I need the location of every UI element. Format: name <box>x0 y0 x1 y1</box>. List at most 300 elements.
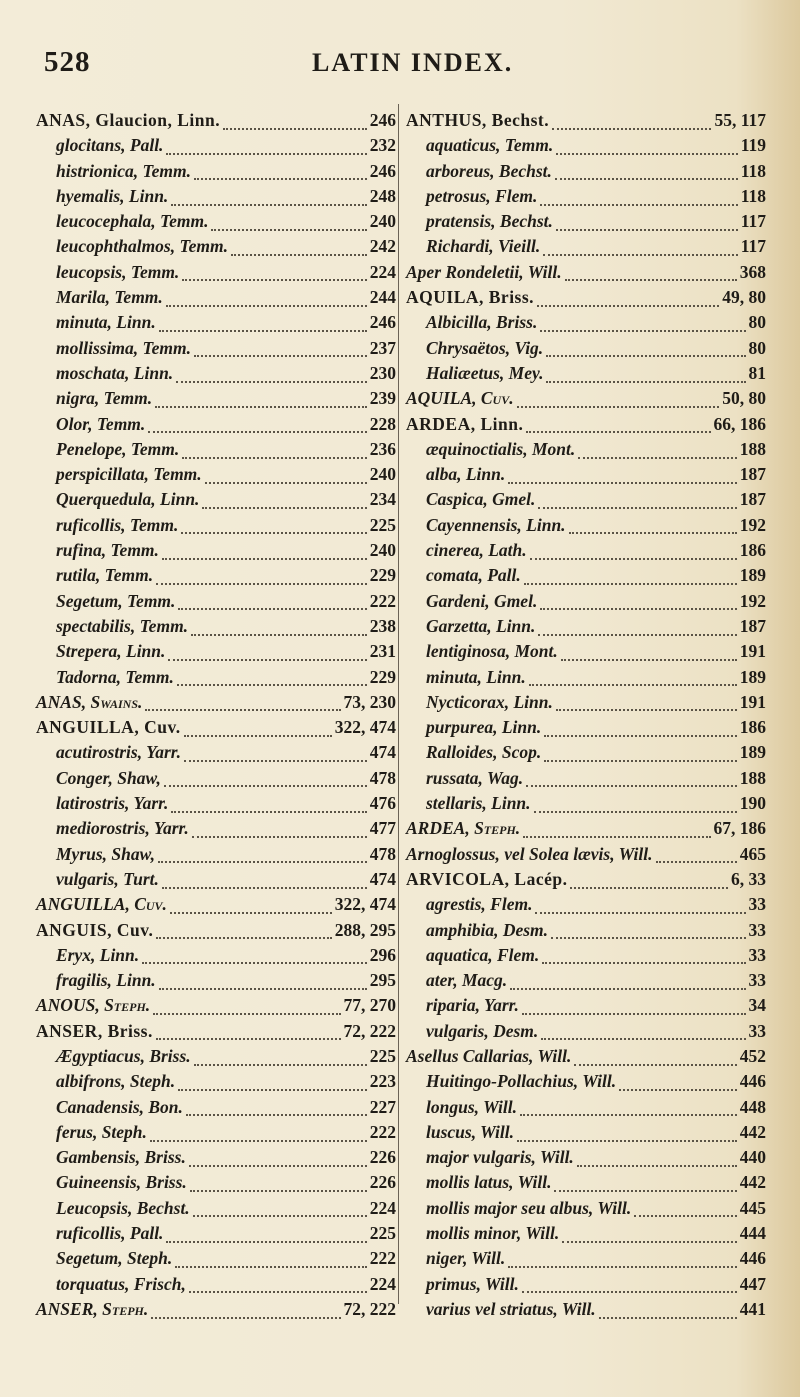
entry-name: alba, Linn. <box>426 464 506 485</box>
index-entry <box>36 1297 396 1322</box>
entry-pages: 444 <box>739 1223 766 1244</box>
entry-name: rutila, Temm. <box>56 565 154 586</box>
dot-leader <box>562 1233 737 1243</box>
entry-name: arboreus, Bechst. <box>426 160 552 181</box>
entry-pages: 67, 186 <box>713 818 766 839</box>
index-entry <box>406 1246 766 1271</box>
entry-pages: 186 <box>739 717 766 738</box>
dot-leader <box>159 980 367 990</box>
entry-pages: 186 <box>739 540 766 561</box>
index-entry <box>36 993 396 1018</box>
entry-name: Conger, Shaw, <box>56 767 161 788</box>
entry-pages: 189 <box>739 742 766 763</box>
dot-leader <box>145 701 340 711</box>
entry-pages: 248 <box>369 185 396 206</box>
entry-pages: 188 <box>739 438 766 459</box>
dot-leader <box>166 297 367 307</box>
entry-name: Aper Rondeletii, Will. <box>406 261 562 282</box>
entry-pages: 288, 295 <box>334 919 396 940</box>
index-entry <box>36 462 396 487</box>
dot-leader <box>546 347 745 357</box>
index-entry <box>36 715 396 740</box>
entry-pages: 225 <box>369 514 396 535</box>
index-entry <box>36 513 396 538</box>
index-entry <box>36 968 396 993</box>
index-entry <box>36 361 396 386</box>
index-entry <box>406 1272 766 1297</box>
entry-name: Segetum, Steph. <box>56 1248 173 1269</box>
index-entry <box>36 487 396 512</box>
entry-pages: 230 <box>369 362 396 383</box>
entry-pages: 446 <box>739 1248 766 1269</box>
entry-name: vulgaris, Turt. <box>56 868 159 889</box>
entry-pages: 117 <box>740 236 766 257</box>
entry-name: riparia, Yarr. <box>426 995 519 1016</box>
index-entry <box>406 766 766 791</box>
dot-leader <box>181 524 366 534</box>
index-entry <box>406 234 766 259</box>
index-entry <box>406 184 766 209</box>
entry-pages: 226 <box>369 1172 396 1193</box>
index-entry <box>406 1019 766 1044</box>
entry-name: Leucopsis, Bechst. <box>56 1197 190 1218</box>
entry-pages: 246 <box>369 110 396 130</box>
entry-name: vulgaris, Desm. <box>426 1020 539 1041</box>
dot-leader <box>538 499 736 509</box>
dot-leader <box>524 575 737 585</box>
entry-name: ANSER, Briss. <box>36 1020 153 1041</box>
entry-pages: 66, 186 <box>713 413 766 434</box>
entry-name: major vulgaris, Will. <box>426 1147 574 1168</box>
index-entry <box>406 538 766 563</box>
entry-pages: 33 <box>748 944 766 965</box>
entry-pages: 222 <box>369 590 396 611</box>
dot-leader <box>164 777 367 787</box>
index-entry <box>36 1069 396 1094</box>
index-entry <box>406 665 766 690</box>
index-entry <box>36 1120 396 1145</box>
index-entry <box>36 260 396 285</box>
entry-pages: 225 <box>369 1045 396 1066</box>
dot-leader <box>619 1081 737 1091</box>
entry-name: mollis latus, Will. <box>426 1172 552 1193</box>
entry-name: mollis minor, Will. <box>426 1223 560 1244</box>
dot-leader <box>223 120 367 130</box>
index-entry <box>406 639 766 664</box>
entry-name: ARDEA, Steph. <box>406 818 521 839</box>
dot-leader <box>150 1132 367 1142</box>
entry-name: Richardi, Vieill. <box>426 236 541 257</box>
entry-pages: 191 <box>739 691 766 712</box>
entry-pages: 190 <box>739 793 766 814</box>
dot-leader <box>156 1030 341 1040</box>
entry-name: Tadorna, Temm. <box>56 666 174 687</box>
entry-pages: 322, 474 <box>334 717 396 738</box>
entry-name: Penelope, Temm. <box>56 438 180 459</box>
entry-name: purpurea, Linn. <box>426 717 542 738</box>
page-number: 528 <box>44 46 91 78</box>
entry-name: glocitans, Pall. <box>56 135 164 156</box>
index-entry <box>36 589 396 614</box>
entry-pages: 476 <box>369 793 396 814</box>
entry-pages: 474 <box>369 742 396 763</box>
entry-pages: 442 <box>739 1172 766 1193</box>
index-entry <box>36 386 396 411</box>
dot-leader <box>162 550 367 560</box>
entry-name: Olor, Temm. <box>56 413 146 434</box>
dot-leader <box>543 246 737 256</box>
index-entry <box>406 816 766 841</box>
entry-pages: 236 <box>369 438 396 459</box>
entry-pages: 33 <box>748 970 766 991</box>
entry-pages: 72, 222 <box>343 1020 396 1041</box>
entry-pages: 119 <box>740 135 766 156</box>
dot-leader <box>556 221 738 231</box>
entry-name: Nycticorax, Linn. <box>426 691 553 712</box>
entry-pages: 231 <box>369 641 396 662</box>
index-entry <box>406 310 766 335</box>
entry-pages: 189 <box>739 565 766 586</box>
index-entry <box>36 791 396 816</box>
dot-leader <box>634 1207 737 1217</box>
index-entry <box>36 234 396 259</box>
entry-name: histrionica, Temm. <box>56 160 192 181</box>
dot-leader <box>171 803 366 813</box>
index-entry <box>36 943 396 968</box>
dot-leader <box>552 120 711 130</box>
index-entry <box>36 766 396 791</box>
entry-name: Myrus, Shaw, <box>56 843 156 864</box>
entry-name: ARVICOLA, Lacép. <box>406 868 568 889</box>
dot-leader <box>190 1182 367 1192</box>
index-entry <box>406 159 766 184</box>
dot-leader <box>570 879 728 889</box>
entry-pages: 226 <box>369 1147 396 1168</box>
dot-leader <box>178 600 366 610</box>
dot-leader <box>192 828 367 838</box>
index-entry <box>36 209 396 234</box>
entry-name: ANSER, Steph. <box>36 1298 149 1319</box>
dot-leader <box>205 474 367 484</box>
index-entry <box>406 993 766 1018</box>
entry-pages: 448 <box>739 1096 766 1117</box>
dot-leader <box>182 271 366 281</box>
entry-name: aquatica, Flem. <box>426 944 540 965</box>
entry-name: Arnoglossus, vel Solea lævis, Will. <box>406 843 653 864</box>
dot-leader <box>510 980 745 990</box>
entry-name: stellaris, Linn. <box>426 793 531 814</box>
entry-name: rufina, Temm. <box>56 540 159 561</box>
index-entry <box>406 1145 766 1170</box>
entry-name: ferus, Steph. <box>56 1121 147 1142</box>
index-entry <box>36 665 396 690</box>
dot-leader <box>177 676 367 686</box>
dot-leader <box>556 701 737 711</box>
entry-pages: 225 <box>369 1223 396 1244</box>
dot-leader <box>153 1005 340 1015</box>
entry-name: ANOUS, Steph. <box>36 995 151 1016</box>
entry-name: leucocephala, Temm. <box>56 211 209 232</box>
entry-pages: 187 <box>739 489 766 510</box>
entry-pages: 222 <box>369 1121 396 1142</box>
index-entry <box>406 412 766 437</box>
entry-pages: 33 <box>748 894 766 915</box>
index-entry <box>36 108 396 133</box>
index-entry <box>36 639 396 664</box>
dot-leader <box>556 145 737 155</box>
index-entry <box>406 715 766 740</box>
index-entry <box>406 791 766 816</box>
dot-leader <box>186 1106 367 1116</box>
entry-name: lentiginosa, Mont. <box>426 641 558 662</box>
dot-leader <box>508 1258 736 1268</box>
dot-leader <box>156 575 367 585</box>
entry-name: Caspica, Gmel. <box>426 489 536 510</box>
entry-name: ANGUIS, Cuv. <box>36 919 154 940</box>
entry-pages: 187 <box>739 464 766 485</box>
entry-pages: 229 <box>369 666 396 687</box>
dot-leader <box>554 1182 736 1192</box>
entry-name: primus, Will. <box>426 1273 519 1294</box>
entry-name: ANAS, Glaucion, Linn. <box>36 110 221 130</box>
dot-leader <box>599 1309 737 1319</box>
entry-pages: 478 <box>369 843 396 864</box>
entry-pages: 237 <box>369 337 396 358</box>
index-entry <box>36 563 396 588</box>
entry-name: Strepera, Linn. <box>56 641 166 662</box>
entry-pages: 118 <box>740 185 766 206</box>
index-entry <box>406 285 766 310</box>
dot-leader <box>155 398 367 408</box>
dot-leader <box>656 853 737 863</box>
index-entry <box>406 842 766 867</box>
entry-pages: 77, 270 <box>343 995 396 1016</box>
dot-leader <box>530 550 737 560</box>
entry-pages: 229 <box>369 565 396 586</box>
dot-leader <box>184 727 332 737</box>
dot-leader <box>526 423 710 433</box>
entry-name: mollissima, Temm. <box>56 337 191 358</box>
entry-pages: 465 <box>739 843 766 864</box>
entry-pages: 477 <box>369 818 396 839</box>
entry-name: agrestis, Flem. <box>426 894 533 915</box>
dot-leader <box>574 1056 736 1066</box>
dot-leader <box>166 1233 366 1243</box>
entry-pages: 73, 230 <box>343 691 396 712</box>
entry-name: luscus, Will. <box>426 1121 515 1142</box>
entry-pages: 446 <box>739 1071 766 1092</box>
dot-leader <box>168 651 366 661</box>
dot-leader <box>202 499 366 509</box>
entry-name: ater, Macg. <box>426 970 508 991</box>
index-entry <box>406 513 766 538</box>
dot-leader <box>158 853 367 863</box>
entry-name: Marila, Temm. <box>56 287 163 308</box>
dot-leader <box>537 297 719 307</box>
entry-pages: 228 <box>369 413 396 434</box>
entry-pages: 232 <box>369 135 396 156</box>
index-entry <box>406 968 766 993</box>
entry-pages: 447 <box>739 1273 766 1294</box>
dot-leader <box>194 170 367 180</box>
entry-name: ruficollis, Pall. <box>56 1223 164 1244</box>
dot-leader <box>170 904 332 914</box>
dot-leader <box>142 954 367 964</box>
index-entry <box>406 133 766 158</box>
dot-leader <box>544 727 737 737</box>
entry-name: ARDEA, Linn. <box>406 413 524 434</box>
dot-leader <box>542 954 745 964</box>
index-entry <box>36 1196 396 1221</box>
index-entry <box>406 614 766 639</box>
entry-pages: 80 <box>748 312 766 333</box>
dot-leader <box>555 170 738 180</box>
index-entry <box>36 184 396 209</box>
dot-leader <box>526 777 737 787</box>
index-entry <box>406 892 766 917</box>
index-entry <box>406 1120 766 1145</box>
entry-name: niger, Will. <box>426 1248 506 1269</box>
entry-pages: 192 <box>739 514 766 535</box>
entry-name: ruficollis, Temm. <box>56 514 179 535</box>
index-entry <box>36 867 396 892</box>
entry-pages: 242 <box>369 236 396 257</box>
entry-pages: 49, 80 <box>722 287 766 308</box>
right-column <box>406 108 766 1322</box>
index-entry <box>36 1095 396 1120</box>
running-title: LATIN INDEX. <box>312 48 514 77</box>
dot-leader <box>544 752 737 762</box>
dot-leader <box>231 246 367 256</box>
entry-pages: 189 <box>739 666 766 687</box>
entry-name: Garzetta, Linn. <box>426 615 536 636</box>
entry-name: amphibia, Desm. <box>426 919 549 940</box>
dot-leader <box>578 449 736 459</box>
entry-pages: 246 <box>369 312 396 333</box>
entry-name: Cayennensis, Linn. <box>426 514 566 535</box>
index-entry <box>406 563 766 588</box>
entry-pages: 33 <box>748 919 766 940</box>
dot-leader <box>535 904 745 914</box>
index-entry <box>406 1095 766 1120</box>
entry-name: Segetum, Temm. <box>56 590 176 611</box>
index-entry <box>406 1044 766 1069</box>
index-entry <box>406 1221 766 1246</box>
entry-pages: 187 <box>739 615 766 636</box>
dot-leader <box>159 322 367 332</box>
dot-leader <box>541 1030 745 1040</box>
entry-pages: 452 <box>739 1045 766 1066</box>
dot-leader <box>517 1132 737 1142</box>
dot-leader <box>551 929 745 939</box>
entry-name: torquatus, Frisch, <box>56 1273 186 1294</box>
entry-name: acutirostris, Yarr. <box>56 742 181 763</box>
index-entry <box>406 943 766 968</box>
entry-name: comata, Pall. <box>426 565 521 586</box>
entry-name: Huitingo-Pollachius, Will. <box>426 1071 617 1092</box>
index-entry <box>406 1196 766 1221</box>
entry-name: Asellus Callarias, Will. <box>406 1045 572 1066</box>
index-entry <box>406 690 766 715</box>
dot-leader <box>178 1081 367 1091</box>
entry-pages: 117 <box>740 211 766 232</box>
dot-leader <box>175 1258 367 1268</box>
entry-pages: 442 <box>739 1121 766 1142</box>
entry-name: Haliæetus, Mey. <box>426 362 544 383</box>
dot-leader <box>156 929 331 939</box>
index-entry <box>406 462 766 487</box>
index-entry <box>406 336 766 361</box>
entry-pages: 188 <box>739 767 766 788</box>
dot-leader <box>148 423 366 433</box>
entry-pages: 440 <box>739 1147 766 1168</box>
entry-name: leucophthalmos, Temm. <box>56 236 228 257</box>
entry-pages: 239 <box>369 388 396 409</box>
index-entry <box>36 310 396 335</box>
index-entry <box>36 159 396 184</box>
entry-pages: 227 <box>369 1096 396 1117</box>
dot-leader <box>546 373 745 383</box>
entry-pages: 118 <box>740 160 766 181</box>
dot-leader <box>522 1005 746 1015</box>
entry-name: spectabilis, Temm. <box>56 615 189 636</box>
index-entry <box>36 1246 396 1271</box>
dot-leader <box>517 398 720 408</box>
entry-name: Eryx, Linn. <box>56 944 140 965</box>
column-divider <box>398 104 399 1304</box>
dot-leader <box>534 803 737 813</box>
dot-leader <box>193 1207 367 1217</box>
index-entry <box>406 1170 766 1195</box>
entry-name: mediorostris, Yarr. <box>56 818 189 839</box>
entry-name: Guineensis, Briss. <box>56 1172 187 1193</box>
entry-pages: 246 <box>369 160 396 181</box>
index-entry <box>36 918 396 943</box>
entry-name: fragilis, Linn. <box>56 970 156 991</box>
entry-name: hyemalis, Linn. <box>56 185 169 206</box>
entry-name: moschata, Linn. <box>56 362 174 383</box>
entry-name: minuta, Linn. <box>426 666 526 687</box>
dot-leader <box>194 1056 367 1066</box>
entry-name: ANGUILLA, Cuv. <box>36 717 181 738</box>
entry-name: Chrysaëtos, Vig. <box>426 337 544 358</box>
dot-leader <box>540 600 736 610</box>
entry-name: ANTHUS, Bechst. <box>406 110 550 130</box>
entry-pages: 296 <box>369 944 396 965</box>
index-entry <box>36 1272 396 1297</box>
index-entry <box>36 1221 396 1246</box>
dot-leader <box>522 1283 737 1293</box>
entry-pages: 72, 222 <box>343 1298 396 1319</box>
dot-leader <box>211 221 366 231</box>
entry-name: perspicillata, Temm. <box>56 464 202 485</box>
entry-pages: 192 <box>739 590 766 611</box>
entry-name: albifrons, Steph. <box>56 1071 176 1092</box>
entry-pages: 224 <box>369 261 396 282</box>
entry-pages: 234 <box>369 489 396 510</box>
entry-name: Gardeni, Gmel. <box>426 590 538 611</box>
index-entry <box>406 209 766 234</box>
entry-pages: 81 <box>748 362 766 383</box>
index-entry <box>36 133 396 158</box>
entry-pages: 80 <box>748 337 766 358</box>
entry-name: russata, Wag. <box>426 767 524 788</box>
index-entry <box>36 816 396 841</box>
index-entry <box>36 412 396 437</box>
index-entry <box>36 740 396 765</box>
entry-name: latirostris, Yarr. <box>56 793 169 814</box>
dot-leader <box>569 524 737 534</box>
